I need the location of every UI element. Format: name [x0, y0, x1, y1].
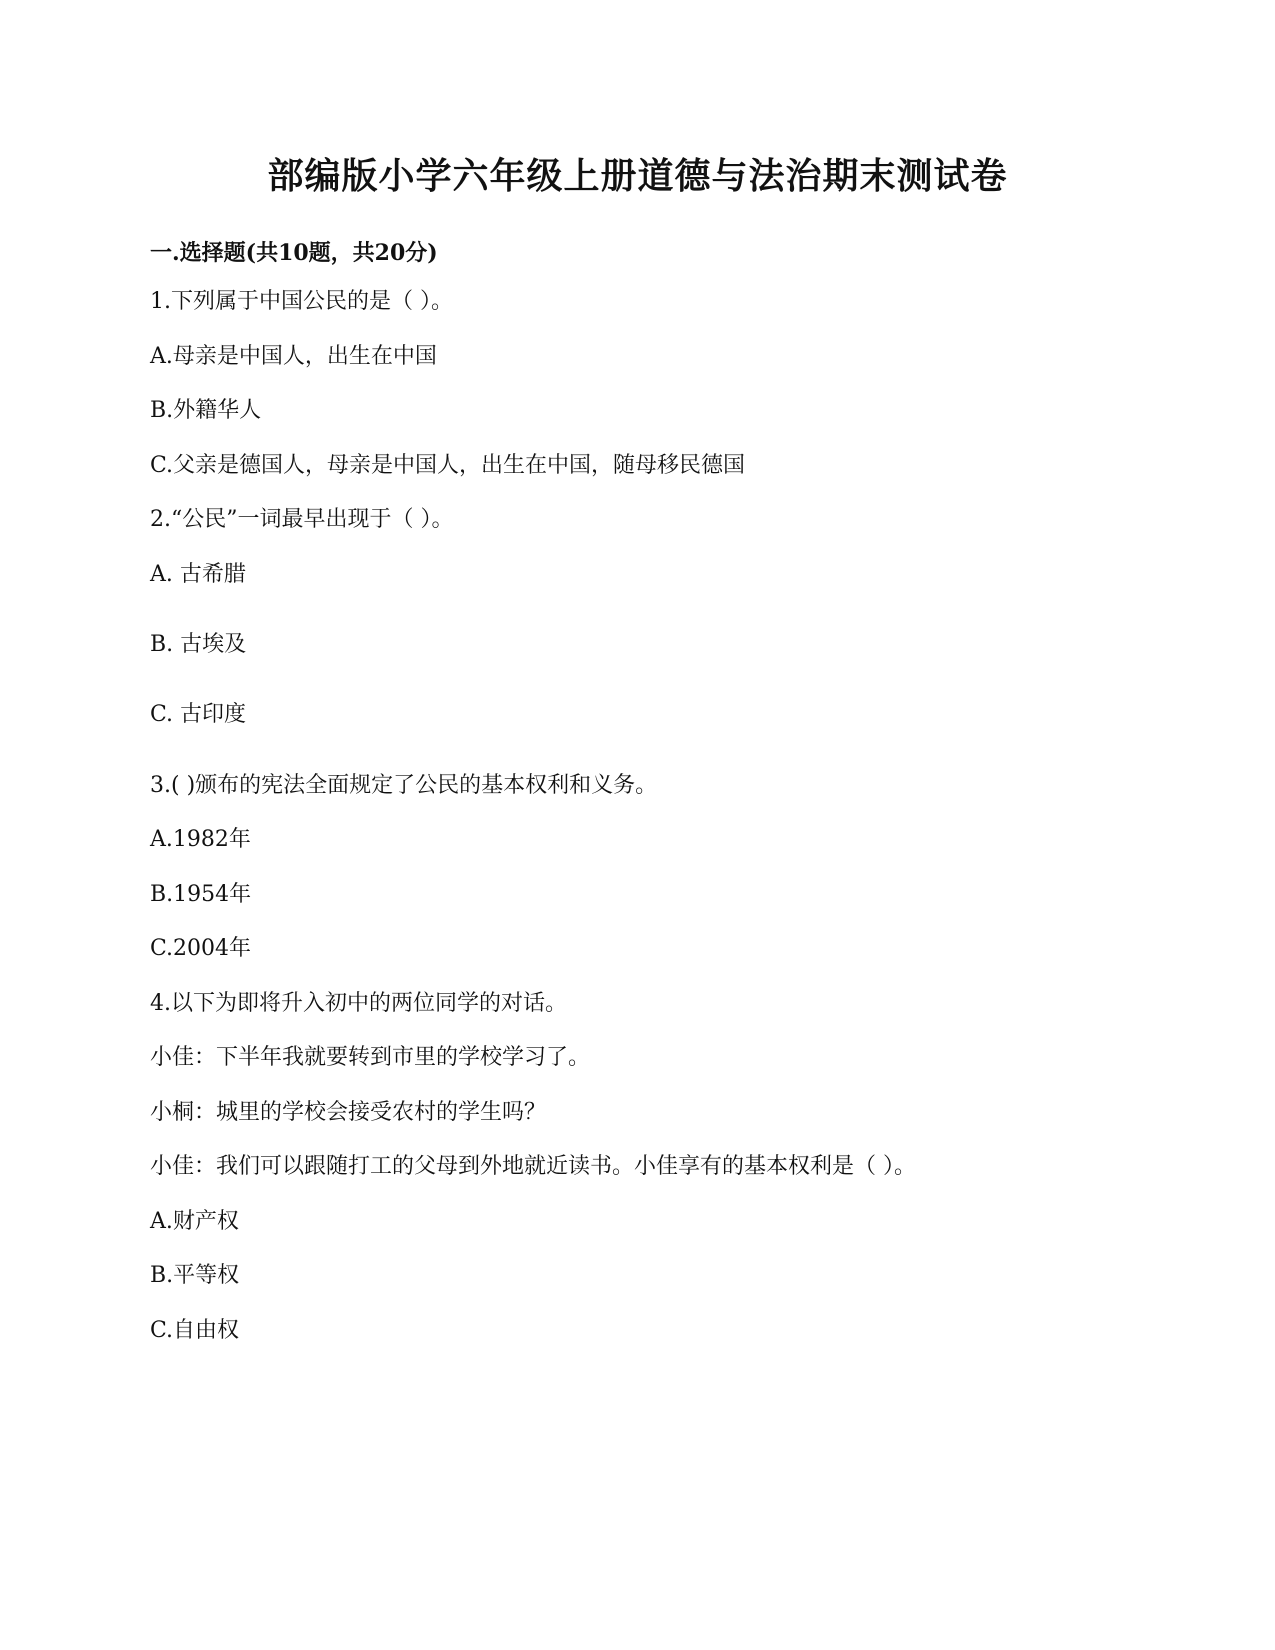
question-4-option-c: C.自由权	[150, 1318, 240, 1343]
question-2-stem: 2.“公民”一词最早出现于（ ）。	[150, 507, 454, 532]
question-4-option-b: B.平等权	[150, 1263, 240, 1288]
page-title: 部编版小学六年级上册道德与法治期末测试卷	[267, 155, 1008, 197]
question-1-option-a: A.母亲是中国人，出生在中国	[150, 344, 437, 369]
question-2-option-b: B. 古埃及	[150, 632, 247, 657]
question-4-dialogue-1: 小佳：下半年我就要转到市里的学校学习了。	[150, 1045, 591, 1070]
question-3-option-b: B.1954年	[150, 882, 252, 907]
question-1-stem: 1.下列属于中国公民的是（ ）。	[150, 289, 453, 314]
question-2-option-c: C. 古印度	[150, 702, 247, 727]
question-1-option-c: C.父亲是德国人，母亲是中国人，出生在中国，随母移民德国	[150, 453, 746, 478]
question-3-stem: 3.( )颁布的宪法全面规定了公民的基本权利和义务。	[150, 773, 658, 798]
question-1-option-b: B.外籍华人	[150, 398, 262, 423]
question-3-option-c: C.2004年	[150, 936, 252, 961]
question-3-option-a: A.1982年	[150, 827, 251, 852]
question-2-option-a: A. 古希腊	[150, 562, 246, 587]
question-4-dialogue-3: 小佳：我们可以跟随打工的父母到外地就近读书。小佳享有的基本权利是（ ）。	[150, 1154, 916, 1179]
question-4-option-a: A.财产权	[150, 1209, 239, 1234]
question-4-dialogue-2: 小桐：城里的学校会接受农村的学生吗？	[150, 1100, 547, 1125]
section-heading: 一.选择题(共10题，共20分)	[150, 240, 438, 266]
question-4-stem: 4.以下为即将升入初中的两位同学的对话。	[150, 991, 567, 1016]
